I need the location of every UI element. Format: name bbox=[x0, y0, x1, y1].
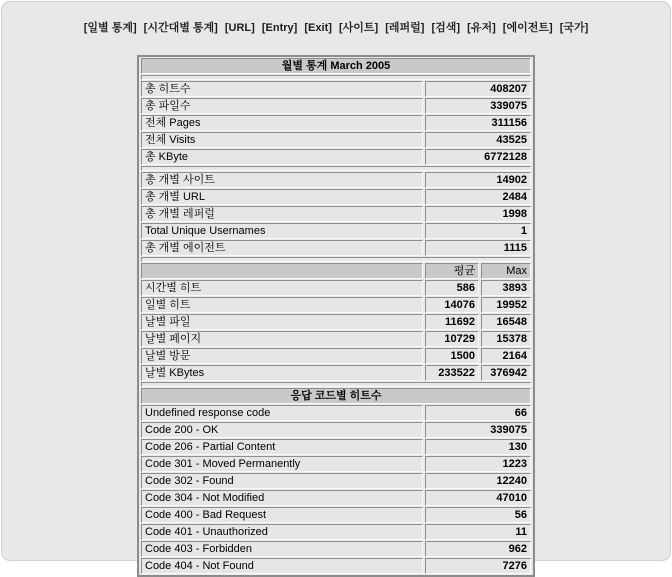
stat-value: 1 bbox=[425, 223, 531, 239]
spacer-row bbox=[141, 257, 531, 262]
max-value: 3893 bbox=[481, 280, 531, 296]
nav-link-agents[interactable]: [에이전트] bbox=[502, 22, 553, 34]
top-navigation bbox=[2, 2, 670, 35]
monthly-stats-table bbox=[137, 55, 535, 577]
max-value: 15378 bbox=[481, 331, 531, 347]
stat-value: 311156 bbox=[425, 115, 531, 131]
stat-label: 전체 Pages bbox=[141, 115, 423, 131]
table-row bbox=[141, 297, 531, 313]
stat-value: 339075 bbox=[425, 98, 531, 114]
response-code-value: 56 bbox=[425, 507, 531, 523]
table-row bbox=[141, 280, 531, 296]
avg-value: 586 bbox=[425, 280, 479, 296]
stat-label: 전체 Visits bbox=[141, 132, 423, 148]
table-row bbox=[141, 206, 531, 222]
response-code-label: Code 404 - Not Found bbox=[141, 558, 423, 574]
avg-max-empty-cell bbox=[141, 263, 423, 279]
response-code-value: 7276 bbox=[425, 558, 531, 574]
avg-value: 11692 bbox=[425, 314, 479, 330]
stat-label: 총 개별 URL bbox=[141, 189, 423, 205]
max-value: 19952 bbox=[481, 297, 531, 313]
stat-label: 날별 방문 bbox=[141, 348, 423, 364]
nav-link-search[interactable]: [검색] bbox=[431, 22, 461, 34]
response-code-label: Code 200 - OK bbox=[141, 422, 423, 438]
avg-column-header: 평균 bbox=[425, 263, 479, 279]
response-code-label: Undefined response code bbox=[141, 405, 423, 421]
avg-value: 14076 bbox=[425, 297, 479, 313]
table-row bbox=[141, 240, 531, 256]
table-row bbox=[141, 223, 531, 239]
nav-link-users[interactable]: [유저] bbox=[467, 22, 496, 34]
nav-link-sites[interactable]: [사이트] bbox=[338, 22, 379, 34]
response-code-label: Code 304 - Not Modified bbox=[141, 490, 423, 506]
stat-label: 날별 KBytes bbox=[141, 365, 423, 381]
table-row bbox=[141, 132, 531, 148]
stat-label: 총 히트수 bbox=[141, 81, 423, 97]
response-code-label: Code 401 - Unauthorized bbox=[141, 524, 423, 540]
stat-label: 날별 파일 bbox=[141, 314, 423, 330]
max-value: 376942 bbox=[481, 365, 531, 381]
response-code-value: 339075 bbox=[425, 422, 531, 438]
response-code-label: Code 206 - Partial Content bbox=[141, 439, 423, 455]
page-title: 월별 통계 March 2005 bbox=[141, 58, 531, 74]
spacer-cell bbox=[141, 257, 531, 262]
table-row bbox=[141, 524, 531, 540]
table-row bbox=[141, 331, 531, 347]
stat-value: 1115 bbox=[425, 240, 531, 256]
nav-link-hourly-stats[interactable]: [시간대별 통계] bbox=[143, 22, 218, 34]
stat-value: 1998 bbox=[425, 206, 531, 222]
table-row bbox=[141, 98, 531, 114]
nav-link-referrers[interactable]: [레퍼럴] bbox=[385, 22, 425, 34]
nav-link-daily-stats[interactable]: [일별 통계] bbox=[83, 22, 137, 34]
stat-label: 총 개별 사이트 bbox=[141, 172, 423, 188]
table-row bbox=[141, 473, 531, 489]
table-row bbox=[141, 490, 531, 506]
stat-label: 일별 히트 bbox=[141, 297, 423, 313]
avg-value: 233522 bbox=[425, 365, 479, 381]
response-codes-header-row bbox=[141, 388, 531, 404]
table-row bbox=[141, 439, 531, 455]
max-value: 16548 bbox=[481, 314, 531, 330]
avg-value: 1500 bbox=[425, 348, 479, 364]
response-code-label: Code 302 - Found bbox=[141, 473, 423, 489]
table-row bbox=[141, 115, 531, 131]
table-row bbox=[141, 172, 531, 188]
max-column-header: Max bbox=[481, 263, 531, 279]
response-code-value: 66 bbox=[425, 405, 531, 421]
nav-link-entry[interactable]: [Entry] bbox=[261, 22, 298, 34]
table-row bbox=[141, 314, 531, 330]
stat-label: Total Unique Usernames bbox=[141, 223, 423, 239]
nav-link-exit[interactable]: [Exit] bbox=[304, 22, 332, 34]
stat-label: 시간별 히트 bbox=[141, 280, 423, 296]
stat-label: 총 KByte bbox=[141, 149, 423, 165]
response-code-value: 12240 bbox=[425, 473, 531, 489]
page-viewport bbox=[2, 2, 670, 572]
stat-label: 총 개별 에이전트 bbox=[141, 240, 423, 256]
stat-value: 408207 bbox=[425, 81, 531, 97]
table-row bbox=[141, 81, 531, 97]
table-row bbox=[141, 149, 531, 165]
stat-label: 총 파일수 bbox=[141, 98, 423, 114]
response-code-value: 47010 bbox=[425, 490, 531, 506]
avg-max-header-row bbox=[141, 263, 531, 279]
spacer-row bbox=[141, 166, 531, 171]
response-code-value: 130 bbox=[425, 439, 531, 455]
stat-value: 43525 bbox=[425, 132, 531, 148]
spacer-cell bbox=[141, 382, 531, 387]
stat-value: 2484 bbox=[425, 189, 531, 205]
table-title-row bbox=[141, 58, 531, 74]
response-code-label: Code 403 - Forbidden bbox=[141, 541, 423, 557]
max-value: 2164 bbox=[481, 348, 531, 364]
avg-value: 10729 bbox=[425, 331, 479, 347]
stat-label: 날별 페이지 bbox=[141, 331, 423, 347]
response-code-label: Code 301 - Moved Permanently bbox=[141, 456, 423, 472]
table-row bbox=[141, 189, 531, 205]
webalizer-stats-page bbox=[1, 1, 671, 572]
stat-label: 총 개별 레퍼럴 bbox=[141, 206, 423, 222]
table-row bbox=[141, 541, 531, 557]
nav-link-urls[interactable]: [URL] bbox=[224, 22, 255, 34]
table-row bbox=[141, 365, 531, 381]
table-row bbox=[141, 422, 531, 438]
spacer-row bbox=[141, 75, 531, 80]
table-row bbox=[141, 558, 531, 574]
table-row bbox=[141, 507, 531, 523]
nav-link-countries[interactable]: [국가] bbox=[559, 22, 589, 34]
response-code-value: 11 bbox=[425, 524, 531, 540]
response-code-label: Code 400 - Bad Request bbox=[141, 507, 423, 523]
spacer-row bbox=[141, 382, 531, 387]
response-codes-title: 응답 코드별 히트수 bbox=[141, 388, 531, 404]
spacer-cell bbox=[141, 75, 531, 80]
stat-value: 14902 bbox=[425, 172, 531, 188]
spacer-cell bbox=[141, 166, 531, 171]
table-row bbox=[141, 456, 531, 472]
stat-value: 6772128 bbox=[425, 149, 531, 165]
response-code-value: 962 bbox=[425, 541, 531, 557]
table-row bbox=[141, 405, 531, 421]
response-code-value: 1223 bbox=[425, 456, 531, 472]
table-row bbox=[141, 348, 531, 364]
